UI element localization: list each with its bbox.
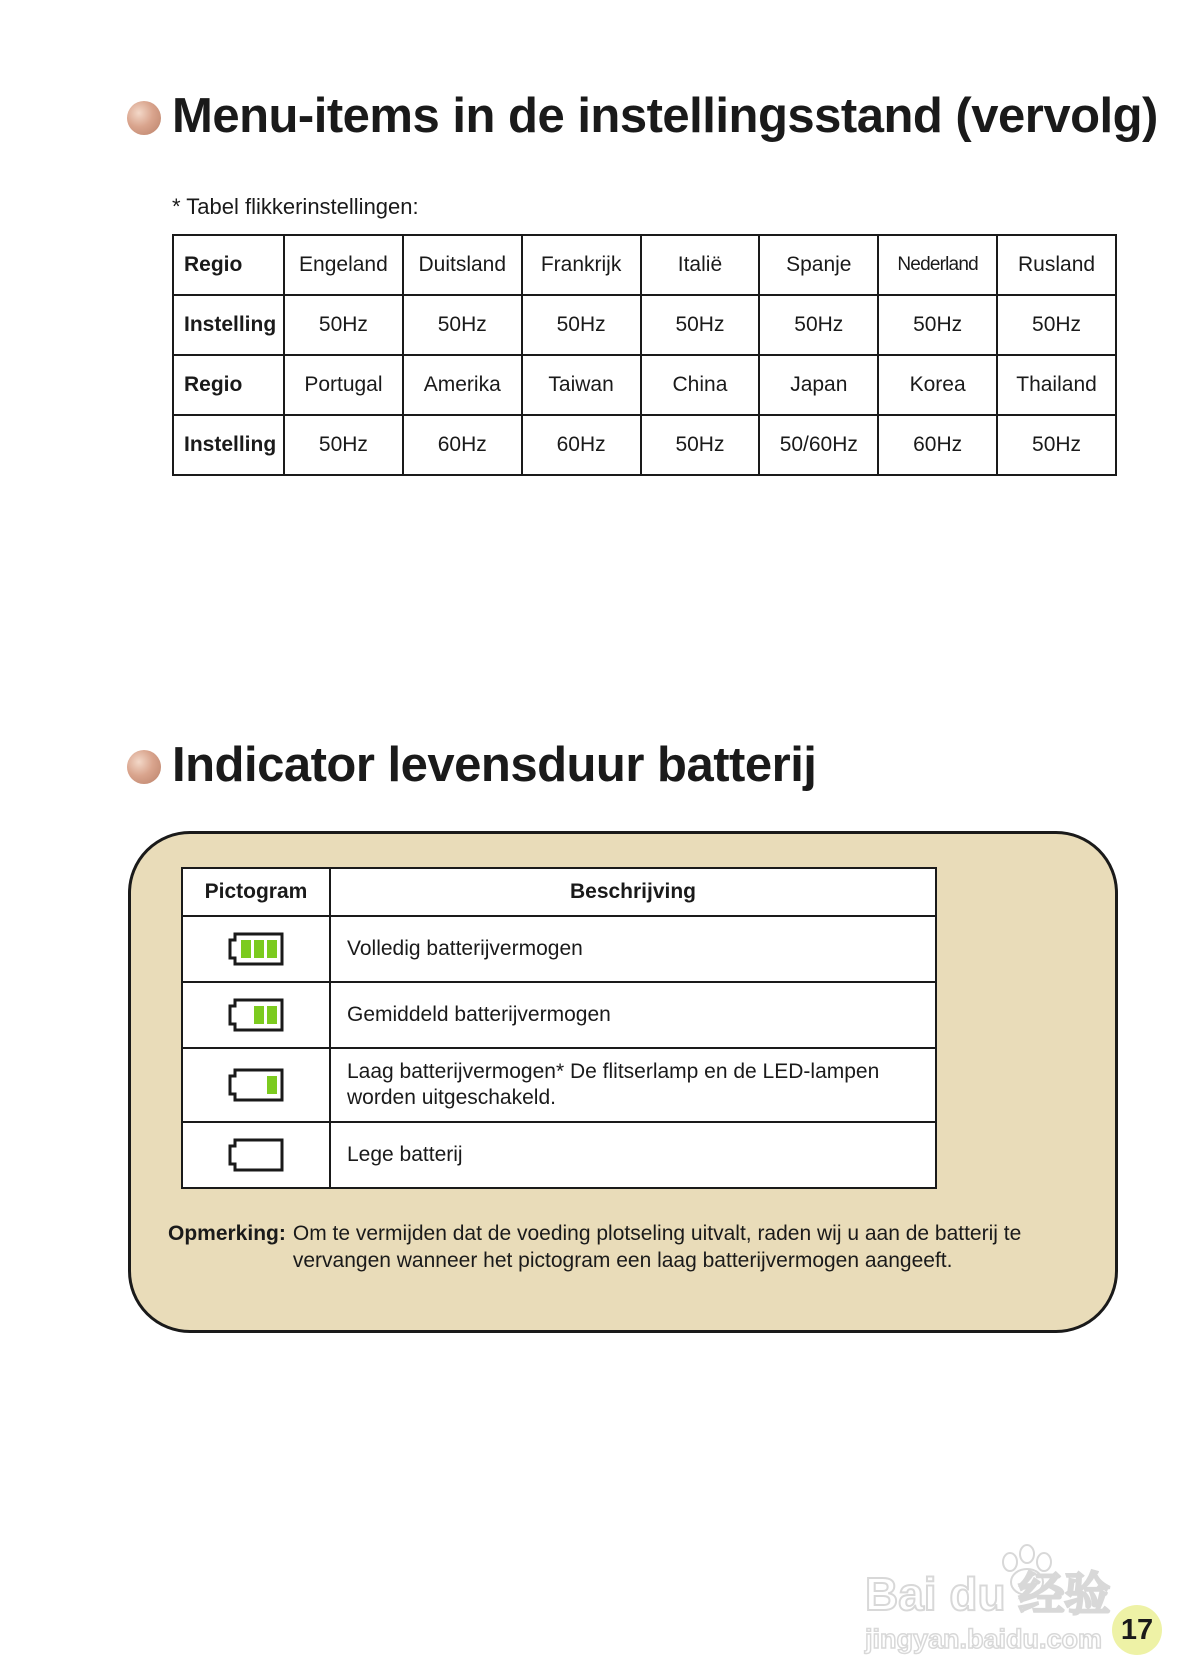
battery-low-icon	[227, 1068, 285, 1102]
table-cell: Portugal	[284, 355, 403, 415]
row-header: Instelling	[173, 295, 284, 355]
table-cell: Duitsland	[403, 235, 522, 295]
note-label: Opmerking:	[168, 1222, 286, 1245]
table-cell: 50/60Hz	[759, 415, 878, 475]
table-cell: 60Hz	[522, 415, 641, 475]
baidu-jingyan-watermark	[855, 1540, 1135, 1660]
table-cell: 60Hz	[403, 415, 522, 475]
section-bullet	[127, 750, 161, 784]
table-cell: 50Hz	[641, 415, 760, 475]
row-header: Regio	[173, 355, 284, 415]
table-cell: Nederland	[878, 235, 997, 295]
watermark-brand: Bai du 经验	[865, 1568, 1111, 1620]
pictogram-cell	[182, 1122, 330, 1188]
table-cell: Thailand	[997, 355, 1116, 415]
row-header: Instelling	[173, 415, 284, 475]
flicker-settings-table	[172, 234, 1117, 476]
pictogram-cell	[182, 916, 330, 982]
pictogram-cell	[182, 982, 330, 1048]
table-row	[182, 1048, 936, 1122]
section-title-battery-indicator: Indicator levensduur batterij	[172, 738, 817, 792]
description-cell: Gemiddeld batterijvermogen	[330, 982, 936, 1048]
table-row	[182, 982, 936, 1048]
table-cell: 50Hz	[878, 295, 997, 355]
table-cell: 50Hz	[522, 295, 641, 355]
table-cell: Spanje	[759, 235, 878, 295]
table-cell: 50Hz	[284, 295, 403, 355]
battery-bar	[241, 940, 251, 958]
battery-bar	[254, 1006, 264, 1024]
note	[168, 1220, 1088, 1274]
battery-full-icon	[227, 932, 285, 966]
row-header: Regio	[173, 235, 284, 295]
table-cell: 50Hz	[759, 295, 878, 355]
table-row	[182, 1122, 936, 1188]
battery-empty-icon	[227, 1138, 285, 1172]
pictogram-cell	[182, 1048, 330, 1122]
section-bullet	[127, 101, 161, 135]
table-cell: 50Hz	[284, 415, 403, 475]
battery-bar	[267, 1006, 277, 1024]
table-cell: China	[641, 355, 760, 415]
table-cell: 50Hz	[997, 295, 1116, 355]
column-header-description: Beschrijving	[330, 868, 936, 916]
table-row	[173, 355, 1116, 415]
table-cell: 50Hz	[641, 295, 760, 355]
battery-medium-icon	[227, 998, 285, 1032]
table-cell: Korea	[878, 355, 997, 415]
table-caption: * Tabel flikkerinstellingen:	[172, 194, 419, 219]
table-row	[173, 295, 1116, 355]
table-cell: 60Hz	[878, 415, 997, 475]
table-cell: Taiwan	[522, 355, 641, 415]
battery-bar	[267, 1076, 277, 1094]
table-cell: Rusland	[997, 235, 1116, 295]
table-cell: Amerika	[403, 355, 522, 415]
note-text: Om te vermijden dat de voeding plotseling uitvalt, raden wij u aan de batterij te vervangen wanneer het pictogram een laag batterijvermogen aangeeft.	[292, 1222, 1022, 1272]
description-cell: Laag batterijvermogen* De flitserlamp en de LED-lampen worden uitgeschakeld.	[330, 1048, 936, 1122]
page-number: 17	[1112, 1605, 1162, 1655]
watermark-url: jingyan.baidu.com	[865, 1624, 1103, 1654]
table-row	[173, 415, 1116, 475]
table-cell: 50Hz	[403, 295, 522, 355]
table-cell: Engeland	[284, 235, 403, 295]
battery-indicator-table	[181, 867, 937, 1189]
table-cell: 50Hz	[997, 415, 1116, 475]
column-header-pictogram: Pictogram	[182, 868, 330, 916]
table-cell: Frankrijk	[522, 235, 641, 295]
description-cell: Volledig batterijvermogen	[330, 916, 936, 982]
battery-bar	[267, 940, 277, 958]
table-cell: Japan	[759, 355, 878, 415]
section-title-menu-items: Menu-items in de instellingsstand (vervolg)	[172, 89, 1158, 143]
table-row	[182, 916, 936, 982]
table-cell: Italië	[641, 235, 760, 295]
description-cell: Lege batterij	[330, 1122, 936, 1188]
table-row	[173, 235, 1116, 295]
battery-bar	[254, 940, 264, 958]
